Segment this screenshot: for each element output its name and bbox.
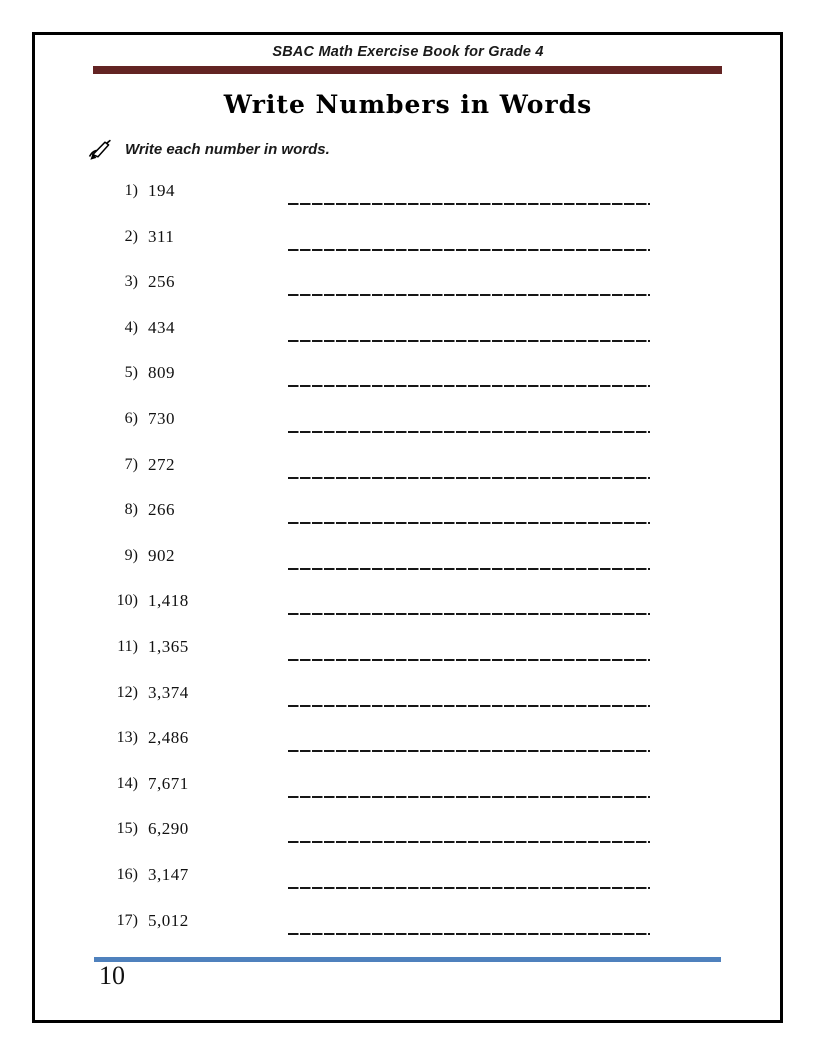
exercise-number: 5): [124, 364, 138, 382]
header-rule: [93, 66, 722, 74]
exercise-value: 311: [148, 226, 175, 246]
exercise-row: [0, 635, 816, 681]
exercise-row: [0, 681, 816, 727]
answer-blank-line: [288, 568, 650, 570]
exercise-value: 809: [148, 363, 175, 383]
answer-blank-line: [288, 431, 650, 433]
exercise-row: [0, 407, 816, 453]
exercise-value: 194: [148, 181, 175, 200]
exercise-list: [0, 179, 816, 954]
page-number: 10: [99, 961, 125, 990]
exercise-row: [0, 179, 816, 225]
writing-hand-icon: [88, 139, 115, 160]
answer-blank-line: [288, 522, 650, 524]
exercise-number: 6): [124, 409, 138, 427]
exercise-number: 17): [116, 911, 138, 929]
exercise-row: [0, 817, 816, 863]
answer-blank-line: [288, 385, 650, 387]
exercise-row: [0, 909, 816, 955]
exercise-value: 1,365: [148, 636, 189, 656]
exercise-number: 3): [124, 273, 138, 291]
answer-blank-line: [288, 659, 650, 661]
page-title: Write Numbers in Words: [223, 90, 593, 119]
exercise-number: 7): [124, 455, 138, 473]
exercise-value: 3,374: [148, 682, 189, 702]
answer-blank-line: [288, 203, 650, 205]
exercise-row: [0, 453, 816, 499]
answer-blank-line: [288, 294, 650, 296]
exercise-number: 8): [124, 501, 138, 519]
exercise-number: 10): [116, 592, 138, 610]
book-title: SBAC Math Exercise Book for Grade 4: [272, 44, 544, 60]
exercise-row: [0, 772, 816, 818]
exercise-number: 12): [116, 683, 138, 701]
exercise-row: [0, 270, 816, 316]
exercise-value: 5,012: [148, 910, 189, 930]
answer-blank-line: [288, 705, 650, 707]
exercise-row: [0, 498, 816, 544]
exercise-row: [0, 726, 816, 772]
answer-blank-line: [288, 477, 650, 479]
exercise-number: 13): [116, 729, 138, 747]
answer-blank-line: [288, 933, 650, 935]
exercise-number: 16): [116, 865, 138, 883]
exercise-value: 7,671: [148, 773, 189, 793]
exercise-row: [0, 316, 816, 362]
exercise-value: 266: [148, 500, 175, 520]
answer-blank-line: [288, 841, 650, 843]
exercise-value: 434: [148, 317, 175, 337]
exercise-value: 6,290: [148, 819, 189, 839]
exercise-row: [0, 544, 816, 590]
exercise-value: 2,486: [148, 728, 189, 748]
exercise-number: 2): [124, 227, 138, 245]
exercise-number: 4): [124, 318, 138, 336]
answer-blank-line: [288, 340, 650, 342]
footer-rule: [94, 957, 721, 962]
exercise-number: 11): [117, 637, 138, 655]
instruction-row: [88, 139, 330, 160]
answer-blank-line: [288, 249, 650, 251]
exercise-row: [0, 361, 816, 407]
answer-blank-line: [288, 796, 650, 798]
answer-blank-line: [288, 613, 650, 615]
exercise-value: 902: [148, 545, 175, 565]
exercise-value: 1,418: [148, 591, 189, 611]
exercise-number: 9): [124, 546, 138, 564]
exercise-row: [0, 225, 816, 271]
exercise-value: 730: [148, 408, 175, 428]
exercise-value: 272: [148, 454, 175, 474]
exercise-number: 14): [116, 774, 138, 792]
exercise-number: 15): [116, 820, 138, 838]
exercise-number: 1): [124, 182, 138, 199]
exercise-row: [0, 589, 816, 635]
exercise-value: 256: [148, 272, 175, 292]
answer-blank-line: [288, 750, 650, 752]
answer-blank-line: [288, 887, 650, 889]
exercise-value: 3,147: [148, 864, 189, 884]
instruction-text: Write each number in words.: [125, 141, 330, 158]
exercise-row: [0, 863, 816, 909]
